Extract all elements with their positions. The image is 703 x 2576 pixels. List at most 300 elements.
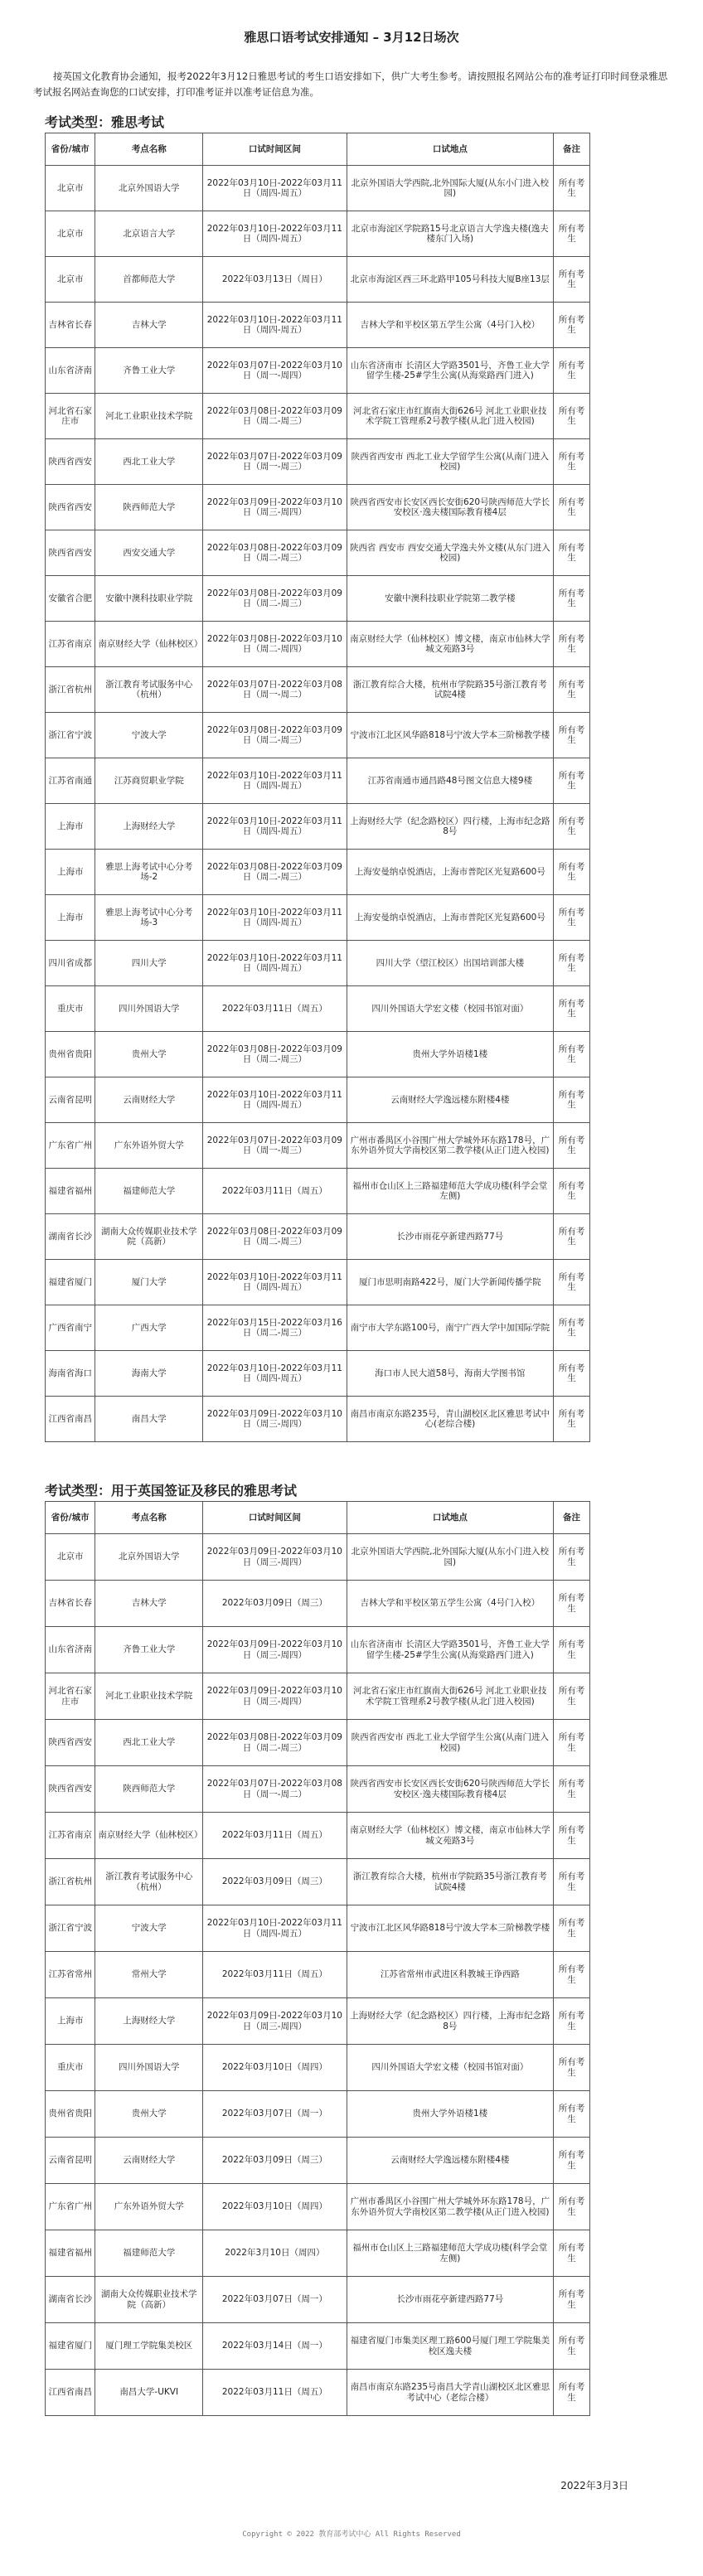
- location-cell: 宁波市江北区风华路818号宁波大学本三阶梯教学楼: [347, 1905, 553, 1952]
- venue-cell: 南京财经大学（仙林校区）: [95, 1813, 203, 1859]
- note-cell: 所有考生: [554, 1214, 590, 1260]
- column-header-venue: 考点名称: [95, 133, 203, 166]
- table-row: [46, 2323, 590, 2370]
- table-row: [46, 667, 590, 713]
- venue-cell: 常州大学: [95, 1952, 203, 1998]
- venue-cell: 湖南大众传媒职业技术学院（高新）: [95, 1214, 203, 1260]
- table-row: [46, 1905, 590, 1952]
- note-cell: 所有考生: [554, 2277, 590, 2323]
- city-cell: 江苏省常州: [46, 1952, 95, 1998]
- table-row: [46, 348, 590, 394]
- table-row: [46, 1673, 590, 1720]
- location-cell: 浙江教育综合大楼，杭州市学院路35号浙江教育考试院4楼: [347, 667, 553, 713]
- location-cell: 北京外国语大学西院,北外国际大厦(从东小门进入校园): [347, 166, 553, 211]
- location-cell: 陕西省 西安市 西安交通大学逸夫外文楼(从东门进入校园): [347, 530, 553, 576]
- location-cell: 广州市番禺区小谷围广州大学城外环东路178号，广东外语外贸大学南校区第二教学楼(从正门进入校园): [347, 2184, 553, 2230]
- time-cell: 2022年03月14日（周一）: [203, 2323, 347, 2370]
- time-cell: 2022年03月09日-2022年03月10日（周三-周四）: [203, 1998, 347, 2045]
- location-cell: 长沙市雨花亭新建西路77号: [347, 2277, 553, 2323]
- location-cell: 上海安曼纳卓悦酒店，上海市普陀区光复路600号: [347, 850, 553, 895]
- time-cell: 2022年03月08日-2022年03月09日（周二-周三）: [203, 1720, 347, 1766]
- city-cell: 吉林省长春: [46, 1581, 95, 1627]
- table-row: [46, 2045, 590, 2091]
- table-row: [46, 1305, 590, 1351]
- location-cell: 福州市仓山区上三路福建师范大学成功楼(科学会堂左侧): [347, 1169, 553, 1214]
- venue-cell: 厦门大学: [95, 1260, 203, 1305]
- venue-cell: 陕西师范大学: [95, 485, 203, 530]
- venue-cell: 浙江教育考试服务中心（杭州）: [95, 1859, 203, 1905]
- city-cell: 山东省济南: [46, 1627, 95, 1673]
- table-row: [46, 2370, 590, 2416]
- city-cell: 北京市: [46, 257, 95, 303]
- note-cell: 所有考生: [554, 1260, 590, 1305]
- note-cell: 所有考生: [554, 941, 590, 986]
- location-cell: 福建省厦门市集美区理工路600号厦门理工学院集美校区逸夫楼: [347, 2323, 553, 2370]
- intro-paragraph: 接英国文化教育协会通知，报考2022年3月12日雅思考试的考生口语安排如下，供广大考生参考。请按照报名网站公布的准考证打印时间登录雅思考试报名网站查询您的口试安排，打印准考证并以准考证信息为准。: [33, 70, 668, 98]
- time-cell: 2022年03月10日-2022年03月11日（周四-周五）: [203, 804, 347, 850]
- table-header-row: [46, 1502, 590, 1534]
- location-cell: 长沙市雨花亭新建西路77号: [347, 1214, 553, 1260]
- page-title: 雅思口语考试安排通知 – 3月12日场次: [244, 30, 459, 45]
- time-cell: 2022年03月08日-2022年03月09日（周二-周三）: [203, 1032, 347, 1077]
- table-row: [46, 986, 590, 1032]
- note-cell: 所有考生: [554, 2184, 590, 2230]
- schedule-table-ukvi: [45, 1501, 590, 2416]
- column-header-time: 口试时间区间: [203, 1502, 347, 1534]
- note-cell: 所有考生: [554, 485, 590, 530]
- note-cell: 所有考生: [554, 1905, 590, 1952]
- venue-cell: 广东外语外贸大学: [95, 2184, 203, 2230]
- city-cell: 陕西省西安: [46, 530, 95, 576]
- note-cell: 所有考生: [554, 2091, 590, 2138]
- city-cell: 江西省南昌: [46, 1397, 95, 1442]
- time-cell: 2022年03月11日（周五）: [203, 1952, 347, 1998]
- note-cell: 所有考生: [554, 348, 590, 394]
- note-cell: 所有考生: [554, 439, 590, 485]
- time-cell: 2022年3月10日（周四）: [203, 2230, 347, 2277]
- venue-cell: 河北工业职业技术学院: [95, 1673, 203, 1720]
- city-cell: 湖南省长沙: [46, 2277, 95, 2323]
- time-cell: 2022年03月09日（周三）: [203, 2138, 347, 2184]
- location-cell: 吉林大学和平校区第五学生公寓（4号门入校）: [347, 303, 553, 348]
- table-row: [46, 166, 590, 211]
- time-cell: 2022年03月08日-2022年03月10日（周二-周四）: [203, 622, 347, 667]
- time-cell: 2022年03月10日-2022年03月11日（周四-周五）: [203, 1351, 347, 1397]
- note-cell: 所有考生: [554, 804, 590, 850]
- venue-cell: 宁波大学: [95, 713, 203, 758]
- venue-cell: 云南财经大学: [95, 1077, 203, 1123]
- table-row: [46, 1032, 590, 1077]
- city-cell: 云南省昆明: [46, 1077, 95, 1123]
- location-cell: 南昌市南京东路235号，青山湖校区北区雅思考试中心(老综合楼): [347, 1397, 553, 1442]
- city-cell: 上海市: [46, 850, 95, 895]
- table-row: [46, 1952, 590, 1998]
- location-cell: 宁波市江北区风华路818号宁波大学本三阶梯教学楼: [347, 713, 553, 758]
- note-cell: 所有考生: [554, 576, 590, 622]
- city-cell: 四川省成都: [46, 941, 95, 986]
- note-cell: 所有考生: [554, 1813, 590, 1859]
- table-row: [46, 1813, 590, 1859]
- venue-cell: 吉林大学: [95, 1581, 203, 1627]
- venue-cell: 云南财经大学: [95, 2138, 203, 2184]
- notice-date: 2022年3月3日: [560, 2480, 628, 2491]
- time-cell: 2022年03月08日-2022年03月09日（周二-周三）: [203, 394, 347, 439]
- table-row: [46, 1397, 590, 1442]
- location-cell: 南京财经大学（仙林校区）博文楼，南京市仙林大学城文苑路3号: [347, 1813, 553, 1859]
- location-cell: 厦门市思明南路422号，厦门大学新闻传播学院: [347, 1260, 553, 1305]
- location-cell: 河北省石家庄市红旗南大街626号 河北工业职业技术学院工管理系2号教学楼(从北门进入校园): [347, 1673, 553, 1720]
- location-cell: 贵州大学外语楼1楼: [347, 1032, 553, 1077]
- table-row: [46, 2230, 590, 2277]
- venue-cell: 陕西师范大学: [95, 1766, 203, 1813]
- note-cell: 所有考生: [554, 667, 590, 713]
- time-cell: 2022年03月11日（周五）: [203, 986, 347, 1032]
- location-cell: 四川大学（望江校区）出国培训部大楼: [347, 941, 553, 986]
- table-row: [46, 1351, 590, 1397]
- venue-cell: 北京语言大学: [95, 211, 203, 257]
- location-cell: 南京财经大学（仙林校区）博文楼，南京市仙林大学城文苑路3号: [347, 622, 553, 667]
- city-cell: 贵州省贵阳: [46, 1032, 95, 1077]
- note-cell: 所有考生: [554, 303, 590, 348]
- time-cell: 2022年03月10日-2022年03月11日（周四-周五）: [203, 1260, 347, 1305]
- venue-cell: 首都师范大学: [95, 257, 203, 303]
- venue-cell: 福建师范大学: [95, 1169, 203, 1214]
- note-cell: 所有考生: [554, 1952, 590, 1998]
- note-cell: 所有考生: [554, 622, 590, 667]
- city-cell: 河北省石家庄市: [46, 1673, 95, 1720]
- location-cell: 海口市人民大道58号，海南大学图书馆: [347, 1351, 553, 1397]
- city-cell: 福建省厦门: [46, 1260, 95, 1305]
- time-cell: 2022年03月08日-2022年03月09日（周二-周三）: [203, 1214, 347, 1260]
- city-cell: 河北省石家庄市: [46, 394, 95, 439]
- table-row: [46, 622, 590, 667]
- location-cell: 浙江教育综合大楼，杭州市学院路35号浙江教育考试院4楼: [347, 1859, 553, 1905]
- table-row: [46, 394, 590, 439]
- city-cell: 浙江省杭州: [46, 1859, 95, 1905]
- note-cell: 所有考生: [554, 1534, 590, 1581]
- location-cell: 上海财经大学（纪念路校区）四行楼，上海市纪念路8号: [347, 1998, 553, 2045]
- time-cell: 2022年03月09日-2022年03月10日（周三-周四）: [203, 485, 347, 530]
- time-cell: 2022年03月07日-2022年03月09日（周一-周三）: [203, 1123, 347, 1169]
- time-cell: 2022年03月11日（周五）: [203, 2370, 347, 2416]
- table-row: [46, 211, 590, 257]
- venue-cell: 福建师范大学: [95, 2230, 203, 2277]
- table-header-row: [46, 133, 590, 166]
- table-row: [46, 713, 590, 758]
- note-cell: 所有考生: [554, 530, 590, 576]
- city-cell: 上海市: [46, 895, 95, 941]
- location-cell: 贵州大学外语楼1楼: [347, 2091, 553, 2138]
- venue-cell: 广西大学: [95, 1305, 203, 1351]
- location-cell: 陕西省西安市长安区西长安街620号陕西师范大学长安校区·逸夫楼国际教育楼4层: [347, 485, 553, 530]
- city-cell: 陕西省西安: [46, 485, 95, 530]
- city-cell: 广西省南宁: [46, 1305, 95, 1351]
- city-cell: 海南省海口: [46, 1351, 95, 1397]
- section-title-ukvi: 考试类型：用于英国签证及移民的雅思考试: [45, 1483, 298, 1499]
- table-row: [46, 895, 590, 941]
- note-cell: 所有考生: [554, 211, 590, 257]
- time-cell: 2022年03月10日-2022年03月11日（周四-周五）: [203, 211, 347, 257]
- city-cell: 重庆市: [46, 2045, 95, 2091]
- city-cell: 江苏省南京: [46, 1813, 95, 1859]
- table-row: [46, 1859, 590, 1905]
- note-cell: 所有考生: [554, 2323, 590, 2370]
- venue-cell: 西北工业大学: [95, 439, 203, 485]
- time-cell: 2022年03月10日-2022年03月11日（周四-周五）: [203, 1905, 347, 1952]
- venue-cell: 贵州大学: [95, 1032, 203, 1077]
- table-row: [46, 2184, 590, 2230]
- note-cell: 所有考生: [554, 2370, 590, 2416]
- time-cell: 2022年03月09日（周三）: [203, 1581, 347, 1627]
- city-cell: 广东省广州: [46, 2184, 95, 2230]
- note-cell: 所有考生: [554, 1766, 590, 1813]
- column-header-venue: 考点名称: [95, 1502, 203, 1534]
- time-cell: 2022年03月10日（周四）: [203, 2045, 347, 2091]
- time-cell: 2022年03月13日（周日）: [203, 257, 347, 303]
- city-cell: 福建省福州: [46, 2230, 95, 2277]
- location-cell: 南昌市南京东路235号南昌大学青山湖校区北区雅思考试中心（老综合楼）: [347, 2370, 553, 2416]
- city-cell: 浙江省杭州: [46, 667, 95, 713]
- location-cell: 云南财经大学逸远楼东附楼4楼: [347, 1077, 553, 1123]
- location-cell: 陕西省西安市长安区西长安街620号陕西师范大学长安校区·逸夫楼国际教育楼4层: [347, 1766, 553, 1813]
- copyright-text: Copyright © 2022 教育部考试中心 All Rights Reserved: [242, 2530, 461, 2539]
- note-cell: 所有考生: [554, 2230, 590, 2277]
- table-row: [46, 1581, 590, 1627]
- table-row: [46, 1720, 590, 1766]
- note-cell: 所有考生: [554, 1859, 590, 1905]
- venue-cell: 齐鲁工业大学: [95, 348, 203, 394]
- city-cell: 陕西省西安: [46, 1766, 95, 1813]
- location-cell: 吉林大学和平校区第五学生公寓（4号门入校）: [347, 1581, 553, 1627]
- time-cell: 2022年03月10日-2022年03月11日（周四-周五）: [203, 758, 347, 804]
- venue-cell: 海南大学: [95, 1351, 203, 1397]
- location-cell: 河北省石家庄市红旗南大街626号 河北工业职业技术学院工管理系2号教学楼(从北门进入校园): [347, 394, 553, 439]
- table-row: [46, 2138, 590, 2184]
- city-cell: 陕西省西安: [46, 439, 95, 485]
- section-title-ielts: 考试类型：雅思考试: [45, 114, 165, 130]
- table-row: [46, 2277, 590, 2323]
- column-header-city: 省份/城市: [46, 133, 95, 166]
- note-cell: 所有考生: [554, 986, 590, 1032]
- column-header-location: 口试地点: [347, 133, 553, 166]
- location-cell: 陕西省西安市 西北工业大学留学生公寓(从南门进入校园): [347, 1720, 553, 1766]
- time-cell: 2022年03月10日-2022年03月11日（周四-周五）: [203, 941, 347, 986]
- venue-cell: 河北工业职业技术学院: [95, 394, 203, 439]
- table-row: [46, 1766, 590, 1813]
- location-cell: 广州市番禺区小谷围广州大学城外环东路178号，广东外语外贸大学南校区第二教学楼(从正门进入校园): [347, 1123, 553, 1169]
- venue-cell: 北京外国语大学: [95, 166, 203, 211]
- time-cell: 2022年03月07日（周一）: [203, 2277, 347, 2323]
- table-row: [46, 576, 590, 622]
- note-cell: 所有考生: [554, 2045, 590, 2091]
- table-row: [46, 439, 590, 485]
- location-cell: 四川外国语大学宏文楼（校园书馆对面）: [347, 986, 553, 1032]
- city-cell: 江西省南昌: [46, 2370, 95, 2416]
- venue-cell: 西北工业大学: [95, 1720, 203, 1766]
- time-cell: 2022年03月08日-2022年03月09日（周二-周三）: [203, 530, 347, 576]
- table-row: [46, 1534, 590, 1581]
- venue-cell: 吉林大学: [95, 303, 203, 348]
- location-cell: 上海财经大学（纪念路校区）四行楼，上海市纪念路8号: [347, 804, 553, 850]
- table-row: [46, 2091, 590, 2138]
- location-cell: 山东省济南市 长清区大学路3501号，齐鲁工业大学留学生楼-25#学生公寓(从海棠路西门进入): [347, 1627, 553, 1673]
- location-cell: 四川外国语大学宏文楼（校园书馆对面）: [347, 2045, 553, 2091]
- note-cell: 所有考生: [554, 895, 590, 941]
- city-cell: 上海市: [46, 804, 95, 850]
- table-row: [46, 530, 590, 576]
- note-cell: 所有考生: [554, 713, 590, 758]
- note-cell: 所有考生: [554, 1998, 590, 2045]
- table-row: [46, 1123, 590, 1169]
- table-row: [46, 941, 590, 986]
- time-cell: 2022年03月09日-2022年03月10日（周三-周四）: [203, 1534, 347, 1581]
- venue-cell: 雅思上海考试中心分考场-2: [95, 850, 203, 895]
- location-cell: 安徽中澳科技职业学院第二教学楼: [347, 576, 553, 622]
- city-cell: 北京市: [46, 166, 95, 211]
- schedule-table-ielts: [45, 133, 590, 1442]
- time-cell: 2022年03月10日-2022年03月11日（周四-周五）: [203, 303, 347, 348]
- column-header-location: 口试地点: [347, 1502, 553, 1534]
- note-cell: 所有考生: [554, 758, 590, 804]
- time-cell: 2022年03月10日（周四）: [203, 2184, 347, 2230]
- venue-cell: 四川大学: [95, 941, 203, 986]
- location-cell: 江苏省常州市武进区科教城王诤西路: [347, 1952, 553, 1998]
- venue-cell: 湖南大众传媒职业技术学院（高新）: [95, 2277, 203, 2323]
- city-cell: 贵州省贵阳: [46, 2091, 95, 2138]
- note-cell: 所有考生: [554, 1077, 590, 1123]
- table-row: [46, 257, 590, 303]
- location-cell: 北京市海淀区西三环北路甲105号科技大厦B座13层: [347, 257, 553, 303]
- note-cell: 所有考生: [554, 1627, 590, 1673]
- table-row: [46, 804, 590, 850]
- notice-page: [0, 28, 703, 2416]
- venue-cell: 上海财经大学: [95, 804, 203, 850]
- table-row: [46, 485, 590, 530]
- city-cell: 江苏省南京: [46, 622, 95, 667]
- city-cell: 北京市: [46, 1534, 95, 1581]
- time-cell: 2022年03月10日-2022年03月11日（周四-周五）: [203, 1077, 347, 1123]
- time-cell: 2022年03月07日-2022年03月08日（周一-周二）: [203, 1766, 347, 1813]
- note-cell: 所有考生: [554, 1305, 590, 1351]
- venue-cell: 江苏商贸职业学院: [95, 758, 203, 804]
- venue-cell: 浙江教育考试服务中心（杭州）: [95, 667, 203, 713]
- time-cell: 2022年03月07日-2022年03月09日（周一-周三）: [203, 439, 347, 485]
- note-cell: 所有考生: [554, 1123, 590, 1169]
- time-cell: 2022年03月07日-2022年03月10日（周一-周四）: [203, 348, 347, 394]
- column-header-city: 省份/城市: [46, 1502, 95, 1534]
- city-cell: 广东省广州: [46, 1123, 95, 1169]
- city-cell: 吉林省长春: [46, 303, 95, 348]
- city-cell: 上海市: [46, 1998, 95, 2045]
- table-row: [46, 1077, 590, 1123]
- venue-cell: 北京外国语大学: [95, 1534, 203, 1581]
- location-cell: 上海安曼纳卓悦酒店，上海市普陀区光复路600号: [347, 895, 553, 941]
- city-cell: 重庆市: [46, 986, 95, 1032]
- table-row: [46, 1214, 590, 1260]
- table-row: [46, 1260, 590, 1305]
- note-cell: 所有考生: [554, 1720, 590, 1766]
- note-cell: 所有考生: [554, 1397, 590, 1442]
- table-row: [46, 1627, 590, 1673]
- time-cell: 2022年03月08日-2022年03月09日（周二-周三）: [203, 713, 347, 758]
- time-cell: 2022年03月07日-2022年03月08日（周一-周二）: [203, 667, 347, 713]
- city-cell: 北京市: [46, 211, 95, 257]
- venue-cell: 南昌大学: [95, 1397, 203, 1442]
- time-cell: 2022年03月10日-2022年03月11日（周四-周五）: [203, 166, 347, 211]
- time-cell: 2022年03月08日-2022年03月09日（周二-周三）: [203, 850, 347, 895]
- venue-cell: 四川外国语大学: [95, 986, 203, 1032]
- venue-cell: 雅思上海考试中心分考场-3: [95, 895, 203, 941]
- venue-cell: 上海财经大学: [95, 1998, 203, 2045]
- table-row: [46, 758, 590, 804]
- city-cell: 福建省福州: [46, 1169, 95, 1214]
- time-cell: 2022年03月15日-2022年03月16日（周二-周三）: [203, 1305, 347, 1351]
- venue-cell: 齐鲁工业大学: [95, 1627, 203, 1673]
- time-cell: 2022年03月08日-2022年03月09日（周二-周三）: [203, 576, 347, 622]
- note-cell: 所有考生: [554, 394, 590, 439]
- note-cell: 所有考生: [554, 1673, 590, 1720]
- column-header-time: 口试时间区间: [203, 133, 347, 166]
- venue-cell: 安徽中澳科技职业学院: [95, 576, 203, 622]
- location-cell: 陕西省西安市 西北工业大学留学生公寓(从南门进入校园): [347, 439, 553, 485]
- time-cell: 2022年03月09日-2022年03月10日（周三-周四）: [203, 1673, 347, 1720]
- city-cell: 江苏省南通: [46, 758, 95, 804]
- column-header-note: 备注: [554, 133, 590, 166]
- table-row: [46, 303, 590, 348]
- location-cell: 山东省济南市 长清区大学路3501号，齐鲁工业大学留学生楼-25#学生公寓(从海棠路西门进入): [347, 348, 553, 394]
- venue-cell: 西安交通大学: [95, 530, 203, 576]
- venue-cell: 贵州大学: [95, 2091, 203, 2138]
- location-cell: 南宁市大学东路100号，南宁广西大学中加国际学院: [347, 1305, 553, 1351]
- time-cell: 2022年03月11日（周五）: [203, 1813, 347, 1859]
- time-cell: 2022年03月09日（周三）: [203, 1859, 347, 1905]
- location-cell: 云南财经大学逸远楼东附楼4楼: [347, 2138, 553, 2184]
- location-cell: 江苏省南通市通昌路48号图文信息大楼9楼: [347, 758, 553, 804]
- venue-cell: 四川外国语大学: [95, 2045, 203, 2091]
- city-cell: 安徽省合肥: [46, 576, 95, 622]
- venue-cell: 南京财经大学（仙林校区）: [95, 622, 203, 667]
- location-cell: 北京市海淀区学院路15号北京语言大学逸夫楼(逸夫楼东门入场): [347, 211, 553, 257]
- time-cell: 2022年03月09日-2022年03月10日（周三-周四）: [203, 1627, 347, 1673]
- table-row: [46, 1169, 590, 1214]
- venue-cell: 宁波大学: [95, 1905, 203, 1952]
- note-cell: 所有考生: [554, 257, 590, 303]
- city-cell: 山东省济南: [46, 348, 95, 394]
- note-cell: 所有考生: [554, 2138, 590, 2184]
- table-row: [46, 850, 590, 895]
- city-cell: 福建省厦门: [46, 2323, 95, 2370]
- city-cell: 湖南省长沙: [46, 1214, 95, 1260]
- note-cell: 所有考生: [554, 1032, 590, 1077]
- location-cell: 北京外国语大学西院,北外国际大厦(从东小门进入校园): [347, 1534, 553, 1581]
- venue-cell: 广东外语外贸大学: [95, 1123, 203, 1169]
- table-row: [46, 1998, 590, 2045]
- city-cell: 浙江省宁波: [46, 1905, 95, 1952]
- note-cell: 所有考生: [554, 1351, 590, 1397]
- time-cell: 2022年03月11日（周五）: [203, 1169, 347, 1214]
- note-cell: 所有考生: [554, 1169, 590, 1214]
- time-cell: 2022年03月09日-2022年03月10日（周三-周四）: [203, 1397, 347, 1442]
- venue-cell: 厦门理工学院集美校区: [95, 2323, 203, 2370]
- note-cell: 所有考生: [554, 850, 590, 895]
- city-cell: 云南省昆明: [46, 2138, 95, 2184]
- city-cell: 浙江省宁波: [46, 713, 95, 758]
- location-cell: 福州市仓山区上三路福建师范大学成功楼(科学会堂左侧): [347, 2230, 553, 2277]
- note-cell: 所有考生: [554, 166, 590, 211]
- venue-cell: 南昌大学-UKVI: [95, 2370, 203, 2416]
- note-cell: 所有考生: [554, 1581, 590, 1627]
- city-cell: 陕西省西安: [46, 1720, 95, 1766]
